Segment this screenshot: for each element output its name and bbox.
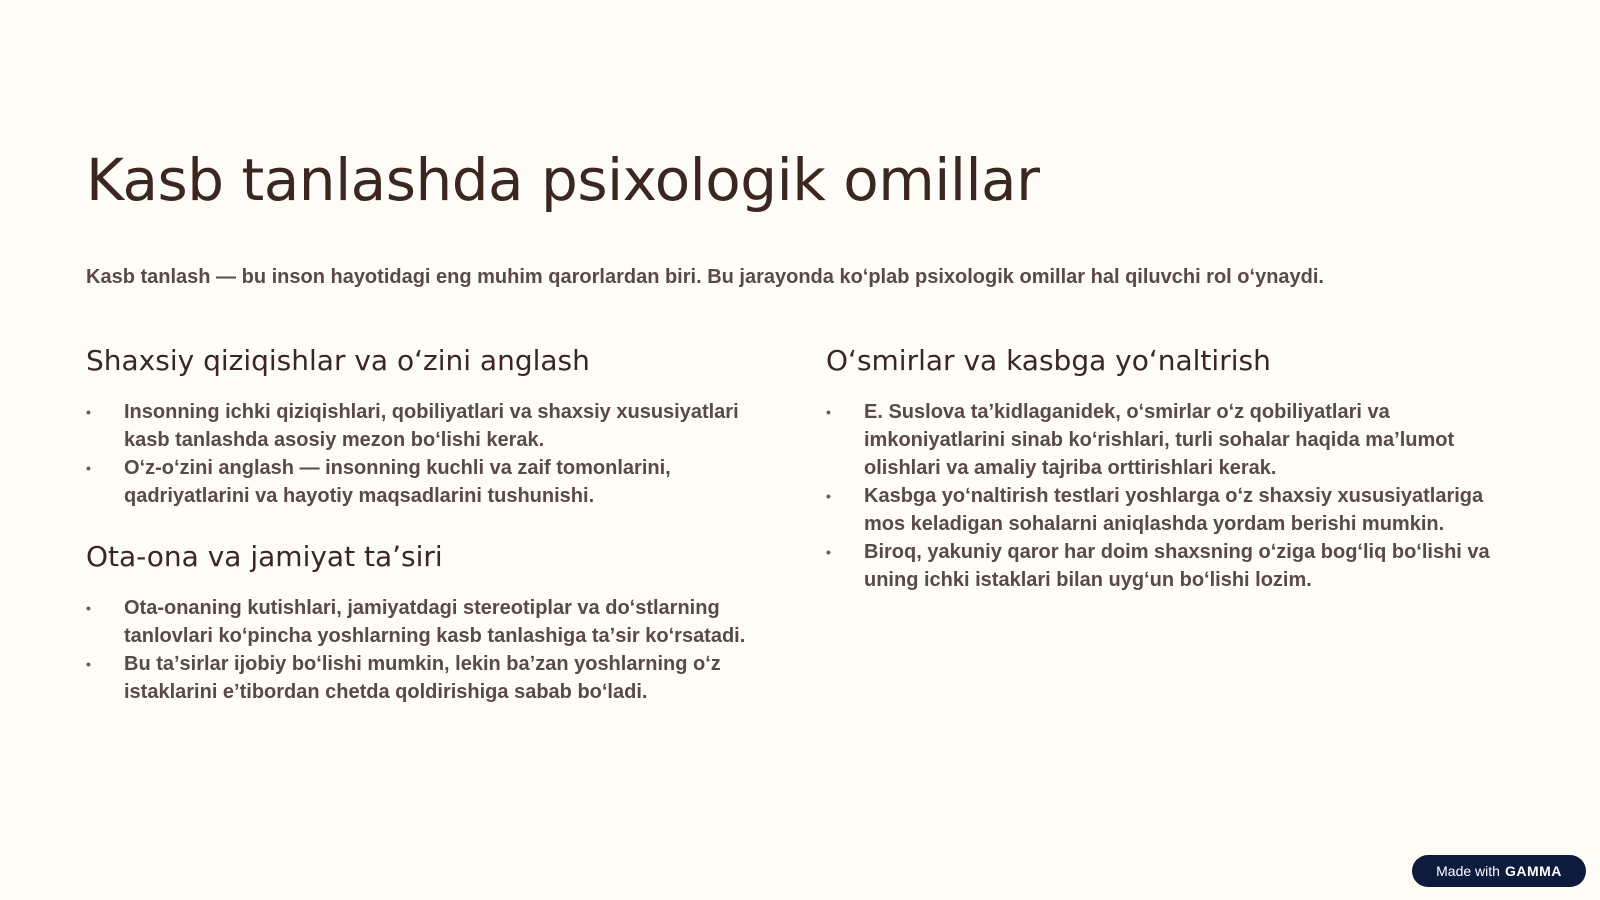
bullet-icon: •: [826, 404, 831, 420]
bullet-list: [826, 398, 1526, 594]
bullet-text: Kasbga yoʻnaltirish testlari yoshlarga oʻz shaxsiy xususiyatlariga mos keladigan sohalarni aniqlashda yordam berishi mumkin.: [864, 485, 1484, 535]
section-heading: Shaxsiy qiziqishlar va oʻzini anglash: [86, 344, 590, 377]
bullet-list: [86, 594, 786, 706]
bullet-item: [86, 398, 786, 454]
bullet-text: Oʻz-oʻzini anglash — insonning kuchli va zaif tomonlarini, qadriyatlarini va hayotiy maqsadlarini tushunishi.: [124, 457, 671, 507]
slide-intro: Kasb tanlash — bu inson hayotidagi eng muhim qarorlardan biri. Bu jarayonda koʻplab psixologik omillar hal qiluvchi rol oʻynaydi.: [86, 266, 1324, 288]
bullet-item: [826, 538, 1526, 594]
bullet-icon: •: [86, 600, 91, 616]
section-teens-guidance: [826, 340, 1526, 594]
bullet-text: E. Suslova taʼkidlaganidek, oʻsmirlar oʻz qobiliyatlari va imkoniyatlarini sinab koʻrishlari, turli sohalar haqida maʼlumot olishlari va amaliy tajriba orttirishlari kerak.: [864, 401, 1455, 479]
bullet-item: [86, 594, 786, 650]
bullet-icon: •: [826, 488, 831, 504]
section-heading: Oʻsmirlar va kasbga yoʻnaltirish: [826, 344, 1271, 377]
right-column: [826, 340, 1526, 620]
section-heading: Ota-ona va jamiyat taʼsiri: [86, 540, 443, 573]
bullet-icon: •: [826, 544, 831, 560]
bullet-text: Biroq, yakuniy qaror har doim shaxsning oʻziga bogʻliq boʻlishi va uning ichki istaklari bilan uygʻun boʻlishi lozim.: [864, 541, 1490, 591]
bullet-text: Bu taʼsirlar ijobiy boʻlishi mumkin, lekin baʼzan yoshlarning oʻz istaklarini eʼtibordan chetda qoldirishiga sabab boʻladi.: [124, 653, 721, 703]
section-interests: [86, 340, 786, 510]
left-column: [86, 340, 786, 732]
bullet-list: [86, 398, 786, 510]
bullet-icon: •: [86, 460, 91, 476]
badge-prefix: Made with: [1436, 863, 1500, 879]
slide-title: Kasb tanlashda psixologik omillar: [86, 146, 1040, 214]
gamma-logo: GAMMA: [1504, 863, 1562, 879]
bullet-item: [826, 482, 1526, 538]
bullet-item: [86, 650, 786, 706]
made-with-gamma-badge[interactable]: [1412, 855, 1586, 887]
section-parents-society: [86, 536, 786, 706]
bullet-item: [86, 454, 786, 510]
bullet-text: Insonning ichki qiziqishlari, qobiliyatlari va shaxsiy xususiyatlari kasb tanlashda asosiy mezon boʻlishi kerak.: [124, 401, 739, 451]
bullet-item: [826, 398, 1526, 482]
bullet-text: Ota-onaning kutishlari, jamiyatdagi stereotiplar va doʻstlarning tanlovlari koʻpincha yoshlarning kasb tanlashiga taʼsir koʻrsatadi.: [124, 597, 746, 647]
bullet-icon: •: [86, 404, 91, 420]
bullet-icon: •: [86, 656, 91, 672]
